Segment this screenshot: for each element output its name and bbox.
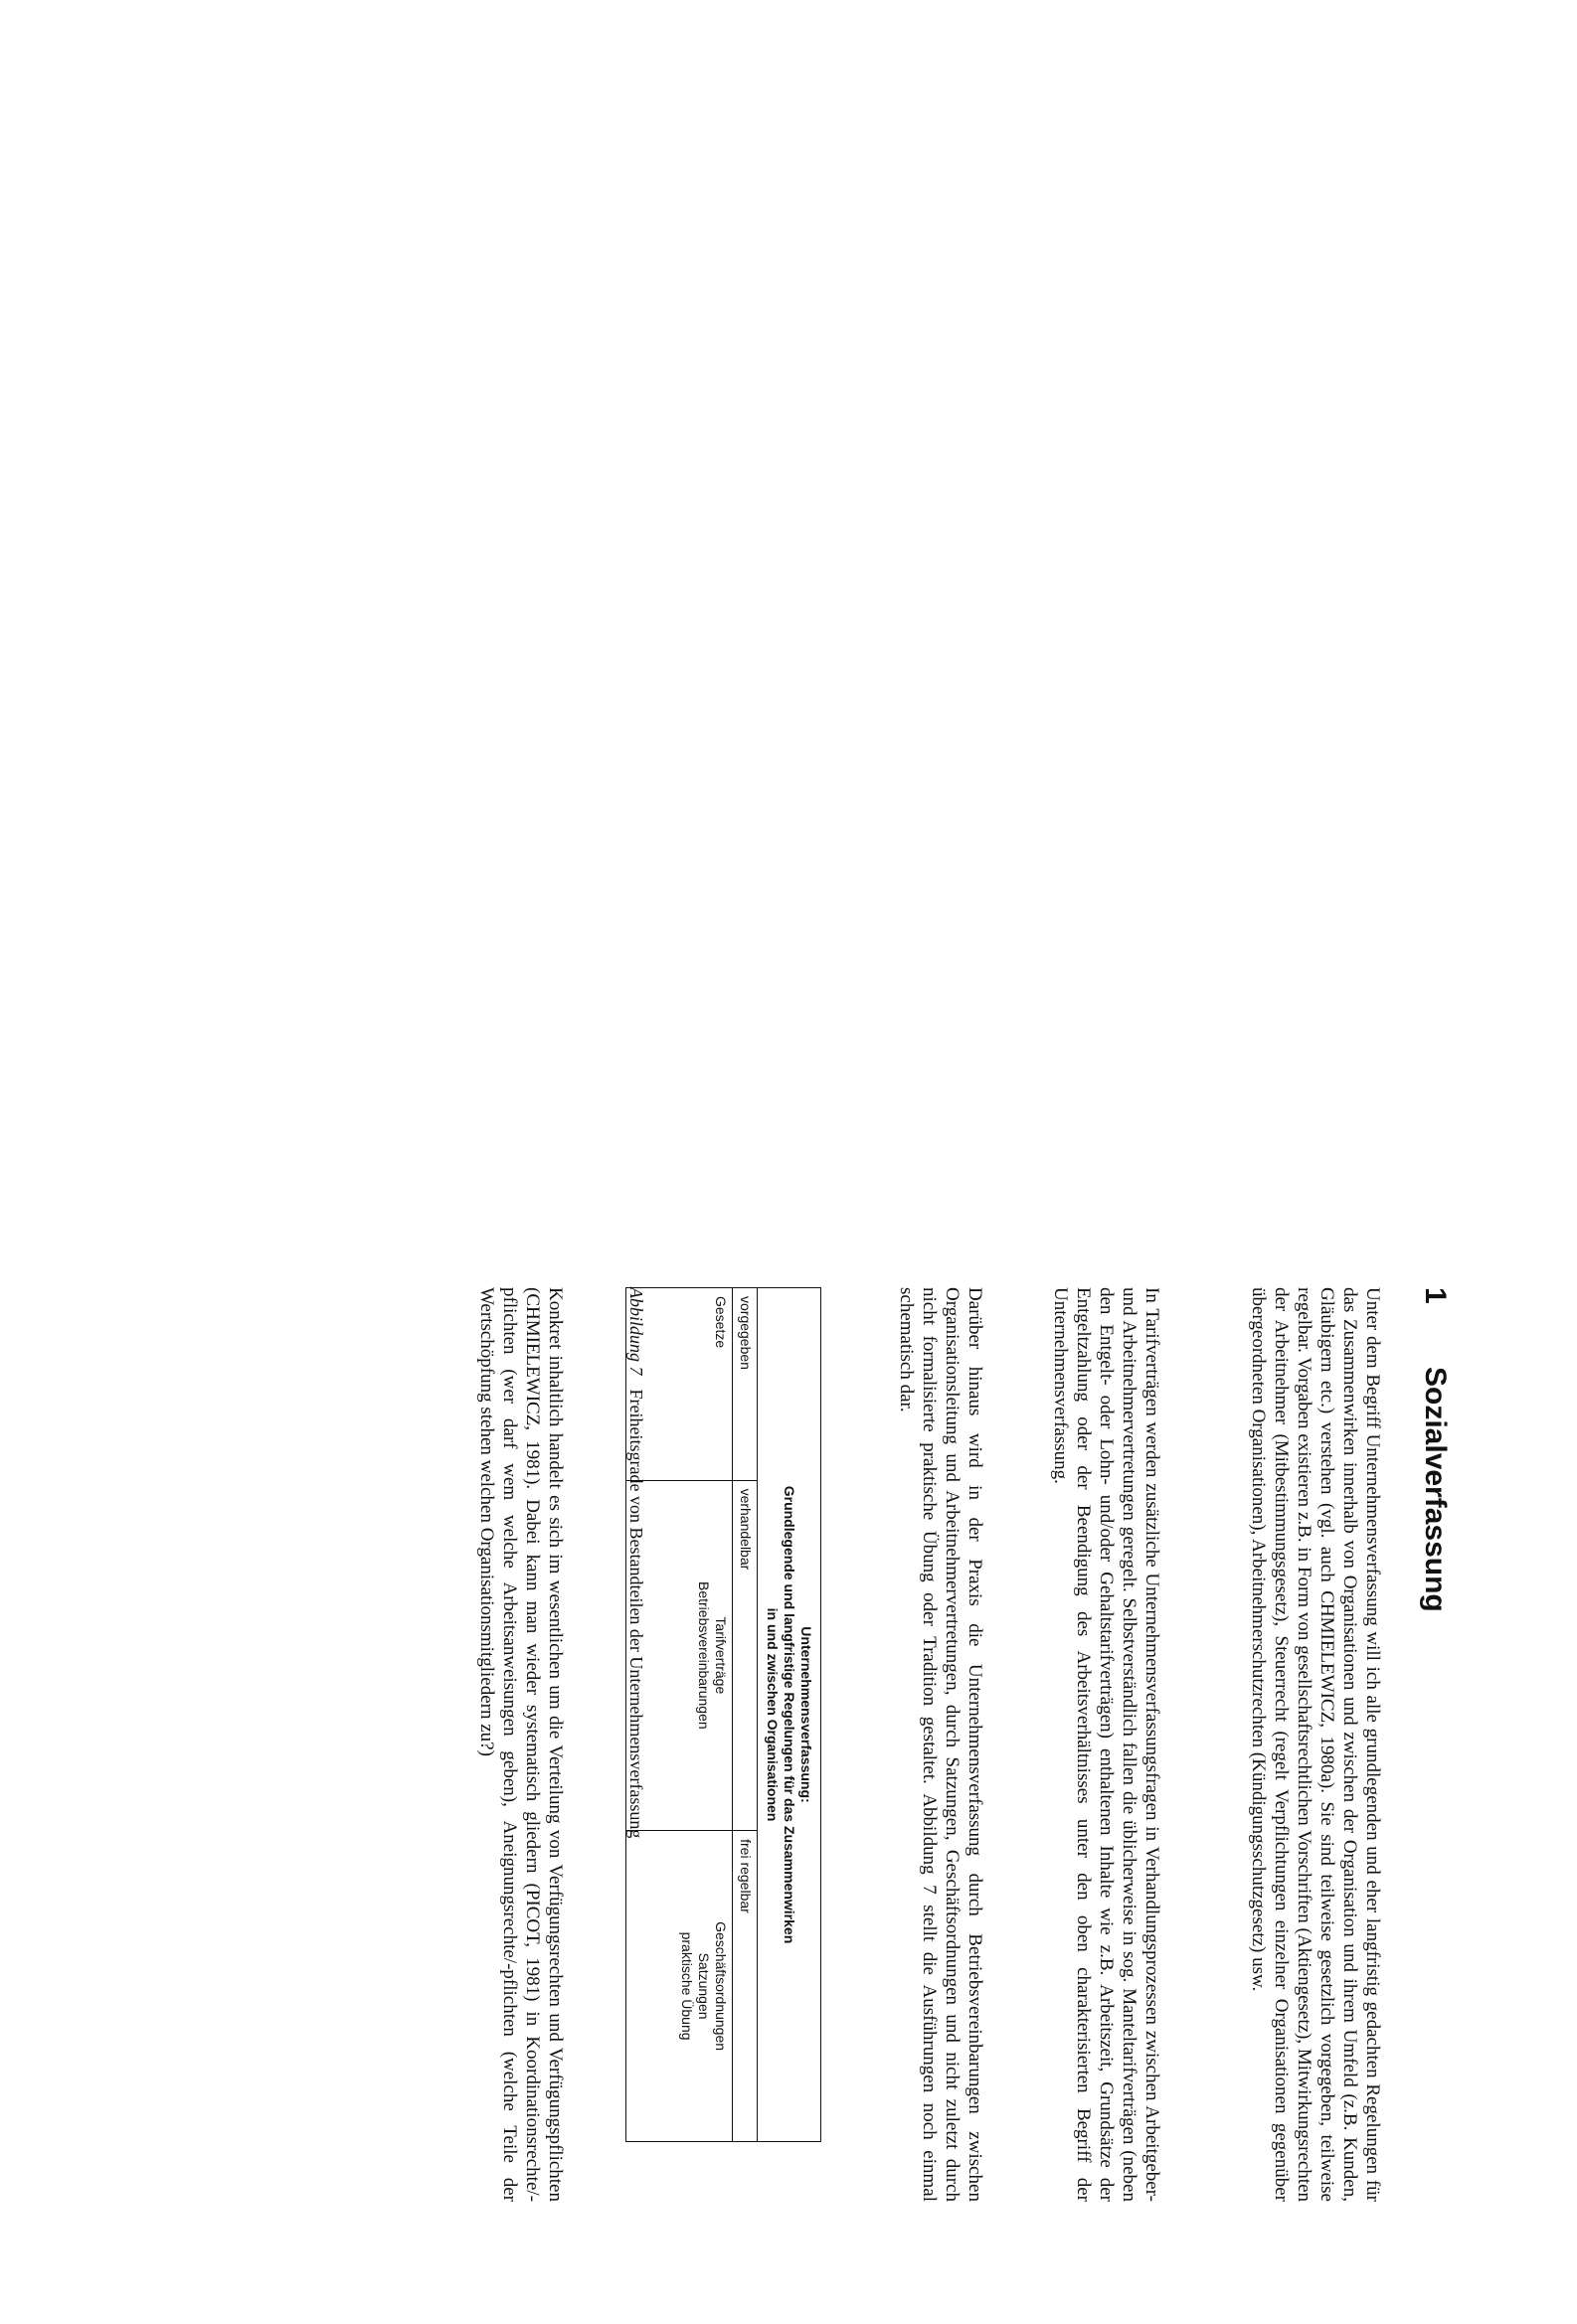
- section-title: Sozialverfassung: [1419, 1367, 1452, 1612]
- category-vorgegeben: vorgegeben: [733, 1288, 758, 1481]
- item-satzungen: Satzungen: [696, 1952, 712, 2020]
- figure-table: [625, 1287, 821, 2142]
- paragraph-3: Darüber hinaus wird in der Praxis die Unternehmensverfassung durch Betriebsvereinbarungen zwischen Organisationsleitung und Arbeitnehmervertretungen, durch Satzungen, Geschäftsordnungen und nicht zuletzt durch nicht formalisierte praktische Übung oder Tradition gestaltet. Abbildung 7 stellt die Ausführungen noch einmal schematisch dar.: [896, 1287, 985, 2202]
- rotated-page: [259, 1287, 1452, 2212]
- figure-caption: [625, 1287, 646, 1838]
- paragraph-2: In Tarifverträgen werden zusätzliche Unternehmensverfassungsfragen in Verhandlungsprozessen zwischen Arbeitgeber- und Arbeitnehmervertretungen geregelt. Selbstverständlich fallen die üblicherweise in sog. Manteltarifverträgen (neben den Entgelt- oder Lohn- und/oder Gehaltstarifverträgen) enthaltenen Inhalte wie z.B. Arbeitszeit, Grundsätze der Entgeltzahlung oder der Beendigung des Arbeitsverhältnisses unter den oben charakterisierten Begriff der Unternehmensverfassung.: [1050, 1287, 1162, 2202]
- items-frei-regelbar: [626, 1831, 733, 2142]
- paragraph-4: Konkret inhaltlich handelt es sich im wesentlichen um die Verteilung von Verfügungsrechten und Verfügungspflichten (CHMIELEWICZ, 1981). Dabei kann man wieder systematisch gliedern (PICOT, 1981) in Koordinationsrechte/-pflichten (wer darf wem welche Arbeitsanweisungen geben), Aneignungsrechte/-pflichten (welche Teile der Wertschöpfung stehen welchen Organisationsmitgliedern zu?): [476, 1287, 566, 2202]
- category-verhandelbar: verhandelbar: [733, 1480, 758, 1831]
- item-gesetze: Gesetze: [713, 1296, 729, 1349]
- paragraph-1: Unter dem Begriff Unternehmensverfassung will ich alle grundlegenden und eher langfristig gedachten Regelungen für das Zusammenwirken innerhalb von Organisationen und zwischen der Organisation und ihrem Umfeld (z.B. Kunden, Gläubigern etc.) verstehen (vgl. auch CHMIELEWICZ, 1980a). Sie sind teilweise gesetzlich vorgegeben, teilweise regelbar. Vorgaben existieren z.B. in Form von gesellschaftsrechtlichen Vorschriften (Aktiengesetz), Mitwirkungsrechten der Arbeitnehmer (Mitbestimmungsgesetz), Steuerrecht (regelt Verpflichtungen einzelner Organisationen gegenüber übergeordneten Organisationen), Arbeitnehmerschutzrechten (Kündigungsschutzgesetz) usw.: [1248, 1287, 1383, 2202]
- caption-text: Freiheitsgrade von Bestandteilen der Unternehmensverfassung: [626, 1389, 646, 1839]
- caption-label: Abbildung 7: [626, 1287, 646, 1376]
- section-heading: [1418, 1287, 1452, 1612]
- figure-header-line-1: Unternehmensverfassung:: [798, 1626, 814, 1803]
- item-praktische-uebung: praktische Übung: [679, 1931, 695, 2041]
- item-geschaeftsordnungen: Geschäftsordnungen: [713, 1921, 729, 2052]
- item-betriebsvereinbarungen: Betriebsvereinbarungen: [696, 1581, 712, 1730]
- item-tarifvertraege: Tarifverträge: [713, 1616, 729, 1695]
- category-frei-regelbar: frei regelbar: [733, 1831, 758, 2142]
- figure-header-line-3: in und zwischen Organisationen: [765, 1607, 781, 1822]
- section-number: 1: [1419, 1287, 1452, 1304]
- figure-header: [758, 1288, 821, 2142]
- figure-header-line-2: Grundlegende und langfristige Regelungen für das Zusammenwirken: [782, 1485, 797, 1944]
